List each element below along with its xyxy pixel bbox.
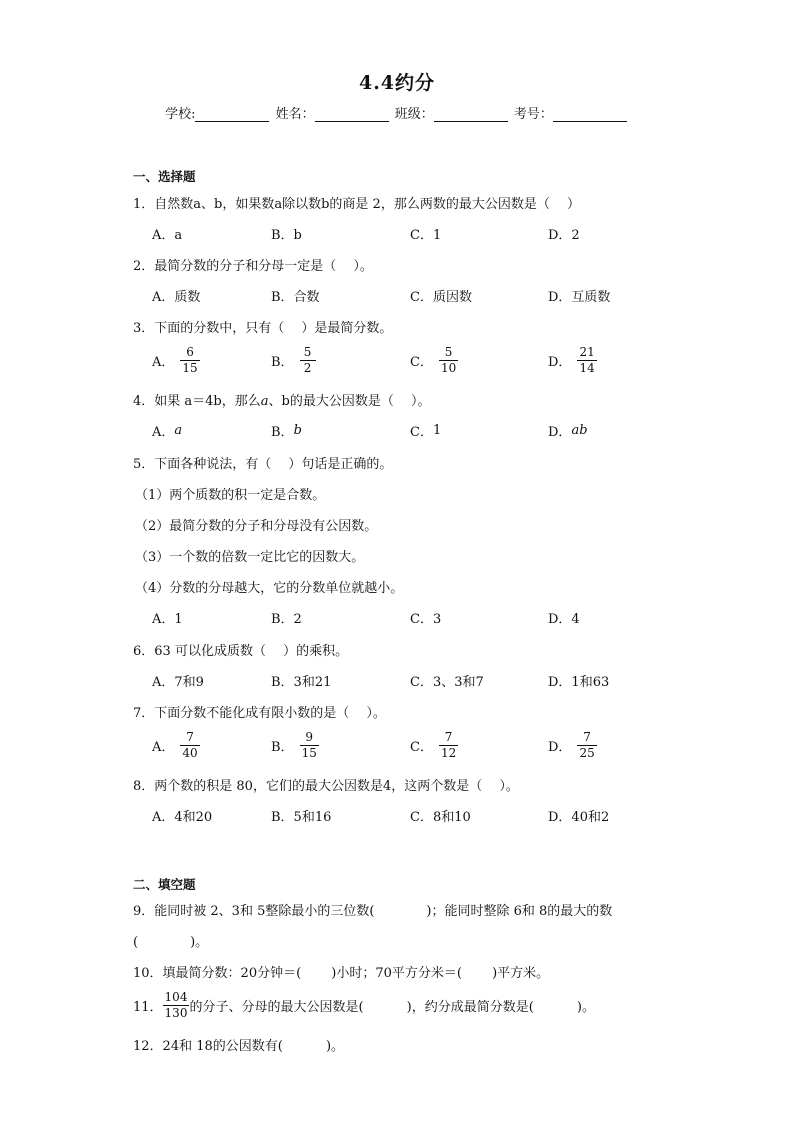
name-blank[interactable] (315, 107, 389, 122)
question-7: 7．下面分数不能化成有限小数的是（ ）。 (133, 706, 386, 721)
class-blank[interactable] (434, 107, 508, 122)
denominator: 15 (301, 746, 317, 760)
q11-number: 11． (133, 1000, 163, 1015)
exam-number-blank[interactable] (553, 107, 627, 122)
numerator: 5 (444, 345, 453, 359)
q4-option-d[interactable] (548, 421, 588, 440)
question-12: 12．24和 18的公因数有( )。 (133, 1039, 345, 1054)
q5-statement-4: （4）分数的分母越大，它的分数单位就越小。 (135, 581, 404, 596)
q2-option-a[interactable]: A．质数 (152, 290, 201, 305)
q4-text-end: 、b的最大公因数是（ ）。 (268, 394, 431, 409)
numerator: 6 (186, 345, 194, 359)
fraction (577, 345, 596, 376)
question-11 (133, 990, 595, 1021)
q5-option-d[interactable]: D．4 (548, 612, 580, 627)
option-label: C． (410, 355, 433, 370)
name-label: 姓名： (275, 107, 315, 122)
q3-option-b[interactable] (271, 345, 316, 376)
fraction (180, 345, 199, 376)
class-label: 班级： (394, 107, 434, 122)
denominator: 15 (182, 361, 198, 375)
option-value: b (293, 423, 302, 438)
q3-option-c[interactable] (410, 345, 458, 376)
option-label: D． (548, 740, 572, 755)
q5-statement-1: （1）两个质数的积一定是合数。 (135, 488, 326, 503)
q5-statement-2: （2）最简分数的分子和分母没有公因数。 (135, 519, 378, 534)
fraction (163, 990, 190, 1021)
numerator: 21 (579, 345, 595, 359)
q1-option-a[interactable]: A．a (152, 228, 183, 243)
numerator: 9 (305, 730, 314, 744)
q2-option-c[interactable]: C．质因数 (410, 290, 472, 305)
q5-statement-3: （3）一个数的倍数一定比它的因数大。 (135, 550, 365, 565)
q3-option-d[interactable] (548, 345, 597, 376)
question-2: 2．最简分数的分子和分母一定是（ ）。 (133, 259, 373, 274)
option-label: A． (152, 740, 175, 755)
denominator: 10 (440, 361, 457, 375)
q5-option-a[interactable]: A．1 (152, 612, 183, 627)
numerator: 104 (164, 990, 188, 1004)
exam-number-label: 考号： (513, 107, 553, 122)
q7-option-c[interactable] (410, 730, 458, 761)
student-info-line (0, 103, 794, 122)
question-6: 6．63 可以化成质数（ ）的乘积。 (133, 644, 349, 659)
q6-option-d[interactable]: D．1和63 (548, 675, 610, 690)
q5-option-b[interactable]: B．2 (271, 612, 302, 627)
question-10: 10．填最简分数：20分钟＝( )小时；70平方分米＝( )平方米。 (133, 966, 550, 981)
q4-option-c[interactable] (410, 421, 441, 440)
denominator: 14 (579, 361, 595, 375)
option-value: 1 (432, 423, 442, 438)
q7-option-a[interactable] (152, 730, 200, 761)
q2-option-d[interactable]: D．互质数 (548, 290, 611, 305)
q4-option-b[interactable] (271, 421, 302, 440)
numerator: 5 (303, 345, 312, 359)
school-blank[interactable] (195, 107, 269, 122)
numerator: 7 (186, 730, 194, 744)
fraction (439, 730, 458, 761)
numerator: 7 (444, 730, 453, 744)
question-8: 8．两个数的积是 80，它们的最大公因数是4，这两个数是（ ）。 (133, 779, 519, 794)
section-heading-choice: 一、选择题 (133, 169, 196, 184)
option-label: A． (152, 425, 175, 440)
question-1: 1．自然数a、b，如果数a除以数b的商是 2，那么两数的最大公因数是（ ） (133, 197, 580, 212)
q6-option-a[interactable]: A．7和9 (152, 675, 204, 690)
q2-option-b[interactable]: B．合数 (271, 290, 320, 305)
option-label: A． (152, 355, 175, 370)
denominator: 130 (164, 1006, 188, 1020)
q4-option-a[interactable] (152, 421, 182, 440)
q6-option-b[interactable]: B．3和21 (271, 675, 332, 690)
fraction (300, 730, 319, 761)
option-label: D． (548, 355, 572, 370)
option-label: D． (548, 425, 572, 440)
denominator: 2 (303, 361, 312, 375)
fraction (180, 730, 199, 761)
fraction (439, 345, 458, 376)
q7-option-d[interactable] (548, 730, 597, 761)
question-3: 3．下面的分数中，只有（ ）是最简分数。 (133, 321, 393, 336)
denominator: 40 (182, 746, 198, 760)
option-value: ab (571, 423, 588, 438)
page-title: 4.4约分 (358, 72, 436, 94)
q5-option-c[interactable]: C．3 (410, 612, 442, 627)
q1-option-c[interactable]: C．1 (410, 228, 442, 243)
option-label: B． (271, 740, 294, 755)
option-value: a (174, 423, 183, 438)
question-5: 5．下面各种说法，有（ ）句话是正确的。 (133, 457, 393, 472)
fraction (300, 345, 316, 376)
numerator: 7 (583, 730, 591, 744)
question-9-line-1: 9．能同时被 2、3和 5整除最小的三位数( )；能同时整除 6和 8的最大的数 (133, 904, 613, 919)
q8-option-b[interactable]: B．5和16 (271, 810, 332, 825)
question-4 (133, 390, 430, 409)
fraction (577, 730, 596, 761)
q8-option-d[interactable]: D．40和2 (548, 810, 610, 825)
denominator: 25 (579, 746, 595, 760)
denominator: 12 (440, 746, 457, 760)
q6-option-c[interactable]: C．3、3和7 (410, 675, 484, 690)
q4-variable-a: a (260, 394, 269, 409)
section-heading-fill-blank: 二、填空题 (133, 877, 196, 892)
q1-option-b[interactable]: B．b (271, 228, 302, 243)
q8-option-c[interactable]: C．8和10 (410, 810, 471, 825)
option-label: B． (271, 425, 294, 440)
q3-option-a[interactable] (152, 345, 200, 376)
q8-option-a[interactable]: A．4和20 (152, 810, 213, 825)
school-label: 学校: (165, 107, 196, 122)
q7-option-b[interactable] (271, 730, 319, 761)
option-label: C． (410, 425, 433, 440)
option-label: C． (410, 740, 433, 755)
q1-option-d[interactable]: D．2 (548, 228, 580, 243)
q4-text-start: 4．如果 a＝4b，那么 (133, 394, 261, 409)
option-label: B． (271, 355, 294, 370)
q11-text: 的分子、分母的最大公因数是( )，约分成最简分数是( )。 (189, 1000, 596, 1015)
question-9-line-2: ( )。 (133, 935, 209, 950)
